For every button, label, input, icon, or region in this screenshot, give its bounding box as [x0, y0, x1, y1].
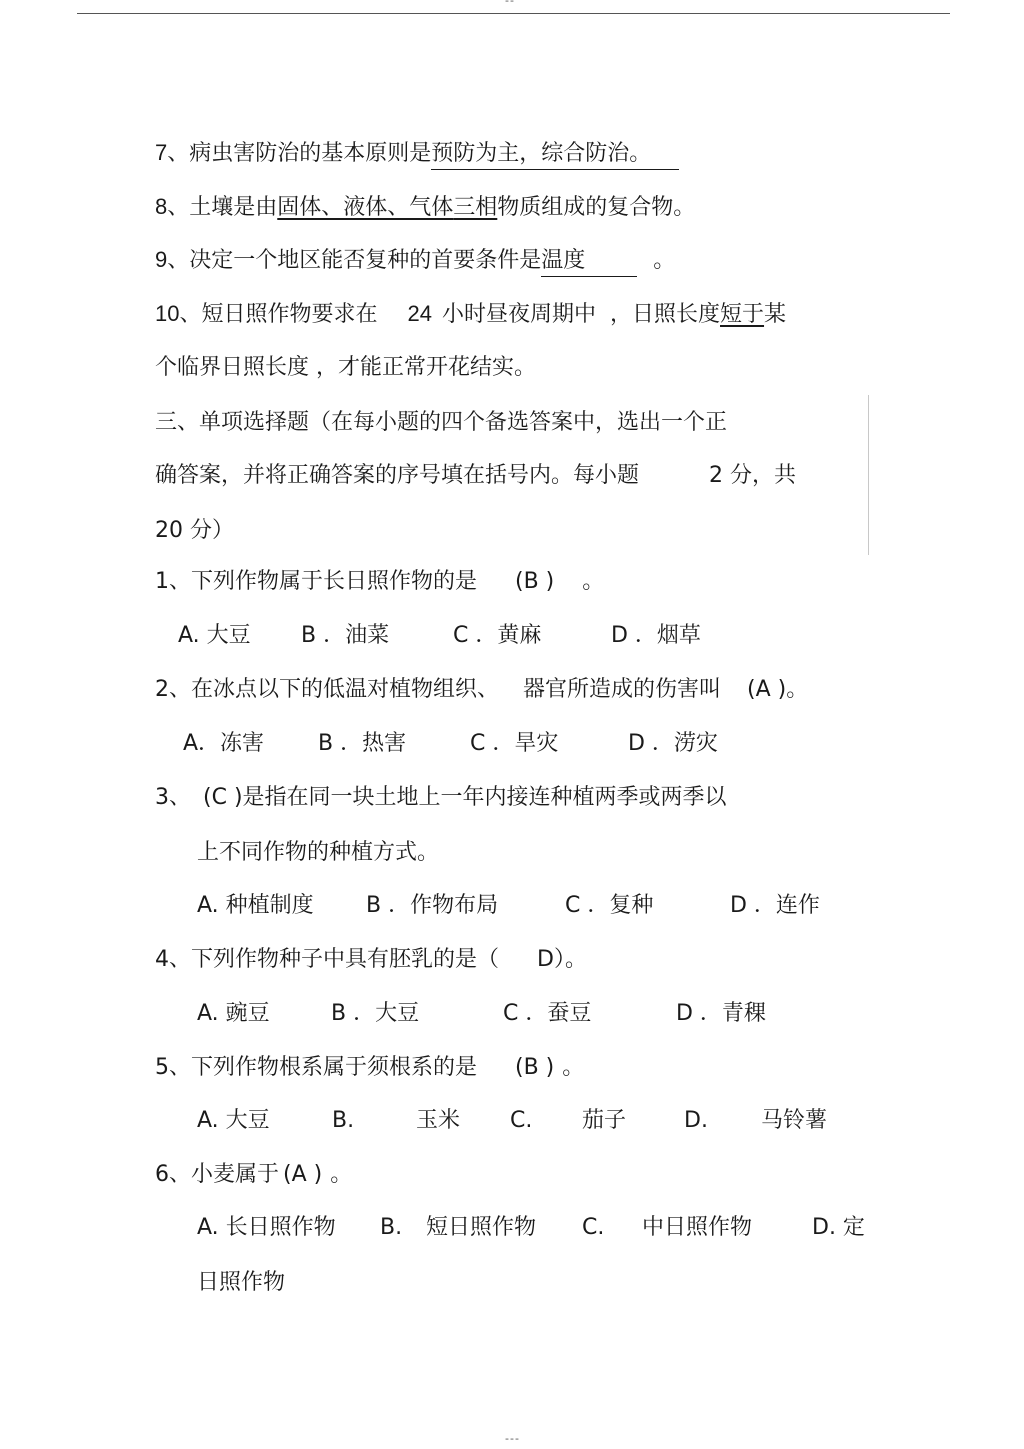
mcq-2-stem: 2、在冰点以下的低温对植物组织、 器官所造成的伤害叫 (A )。 [155, 677, 809, 702]
header-mark: -- [505, 0, 515, 7]
answer-q7: 预防为主，综合防治。 [431, 139, 679, 170]
mcq-6-option-d: D. 定 [812, 1215, 865, 1240]
mcq-6-answer: (A ) [283, 1162, 323, 1187]
mcq-5-option-d-text: 马铃薯 [761, 1108, 828, 1133]
mcq-5-answer: (B ) [515, 1055, 555, 1080]
mcq-6-option-c-text: 中日照作物 [642, 1215, 753, 1240]
fill-question-8: 8、土壤是由固体、液体、气体三相物质组成的复合物。 [155, 194, 696, 220]
mcq-3-answer: (C ) [203, 785, 243, 810]
mcq-6-option-b-letter: B. [380, 1215, 403, 1240]
mcq-2-option-d: D ．涝灾 [628, 731, 718, 756]
answer-q8-count: 三相 [453, 195, 498, 220]
mcq-1-option-a: A. 大豆 [178, 623, 251, 648]
mcq-3-stem: 3、 (C )是指在同一块土地上一年内接连种植两季或两季以 [155, 785, 727, 810]
mcq-1-option-b: B ．油菜 [301, 623, 390, 648]
mcq-3-option-c: C ．复种 [565, 893, 654, 918]
section-border [868, 395, 869, 555]
section-heading-line3: 20 分） [155, 518, 234, 543]
fill-question-10: 10、短日照作物要求在 24 小时昼夜周期中 ，日照长度短于某 [155, 301, 787, 327]
mcq-6-option-c-letter: C. [582, 1215, 605, 1240]
mcq-1-option-c: C ．黄麻 [453, 623, 542, 648]
fill-question-7: 7、病虫害防治的基本原则是预防为主，综合防治。 [155, 138, 679, 170]
mcq-3-stem-line2: 上不同作物的种植方式。 [197, 840, 440, 865]
fill-question-9: 9、决定一个地区能否复种的首要条件是温度 。 [155, 245, 675, 277]
mcq-5-option-c-letter: C. [510, 1108, 533, 1133]
mcq-3-option-a: A. 种植制度 [197, 893, 314, 918]
mcq-4-option-d: D ．青稞 [676, 1001, 766, 1026]
mcq-5-option-b-text: 玉米 [416, 1108, 461, 1133]
mcq-5-option-a: A. 大豆 [197, 1108, 270, 1133]
mcq-6-stem: 6、小麦属于 (A ) 。 [155, 1162, 353, 1187]
mcq-6-option-a: A. 长日照作物 [197, 1215, 336, 1240]
mcq-6-option-d-line2: 日照作物 [197, 1270, 286, 1295]
mcq-4-stem: 4、下列作物种子中具有胚乳的是（ D）。 [155, 947, 587, 972]
header-rule [77, 13, 950, 14]
mcq-2-option-c: C ．旱灾 [470, 731, 559, 756]
mcq-3-option-b: B ．作物布局 [366, 893, 499, 918]
footer-mark: --- [505, 1432, 520, 1445]
fill-question-10-line2: 个临界日照长度 ，才能正常开花结实。 [155, 355, 536, 380]
mcq-2-option-a: A．冻害 [183, 731, 265, 756]
answer-q9: 温度 [541, 246, 637, 277]
answer-q8-phases: 固体、液体、气体 [277, 195, 454, 220]
mcq-4-option-a: A. 豌豆 [197, 1001, 270, 1026]
section-heading-line1: 三、单项选择题（在每小题的四个备选答案中，选出一个正 [155, 410, 728, 435]
mcq-5-option-b-letter: B. [332, 1108, 355, 1133]
section-heading-line2: 确答案，并将正确答案的序号填在括号内。每小题 2 分，共 [155, 463, 797, 488]
mcq-5-stem: 5、下列作物根系属于须根系的是 (B ) 。 [155, 1055, 585, 1080]
mcq-4-option-b: B ．大豆 [331, 1001, 420, 1026]
mcq-3-option-d: D ．连作 [730, 893, 820, 918]
mcq-5-option-c-text: 茄子 [582, 1108, 627, 1133]
mcq-2-option-b: B ．热害 [318, 731, 407, 756]
mcq-5-option-d-letter: D. [684, 1108, 708, 1133]
mcq-4-option-c: C ．蚕豆 [503, 1001, 592, 1026]
answer-q10: 短于 [720, 302, 765, 327]
mcq-2-answer: (A ) [747, 677, 787, 702]
mcq-1-answer: (B ) [515, 569, 555, 594]
mcq-1-option-d: D ．烟草 [611, 623, 701, 648]
mcq-1-stem: 1、下列作物属于长日照作物的是 (B ) 。 [155, 569, 605, 594]
mcq-4-answer: D [537, 947, 554, 972]
mcq-6-option-b-text: 短日照作物 [426, 1215, 537, 1240]
